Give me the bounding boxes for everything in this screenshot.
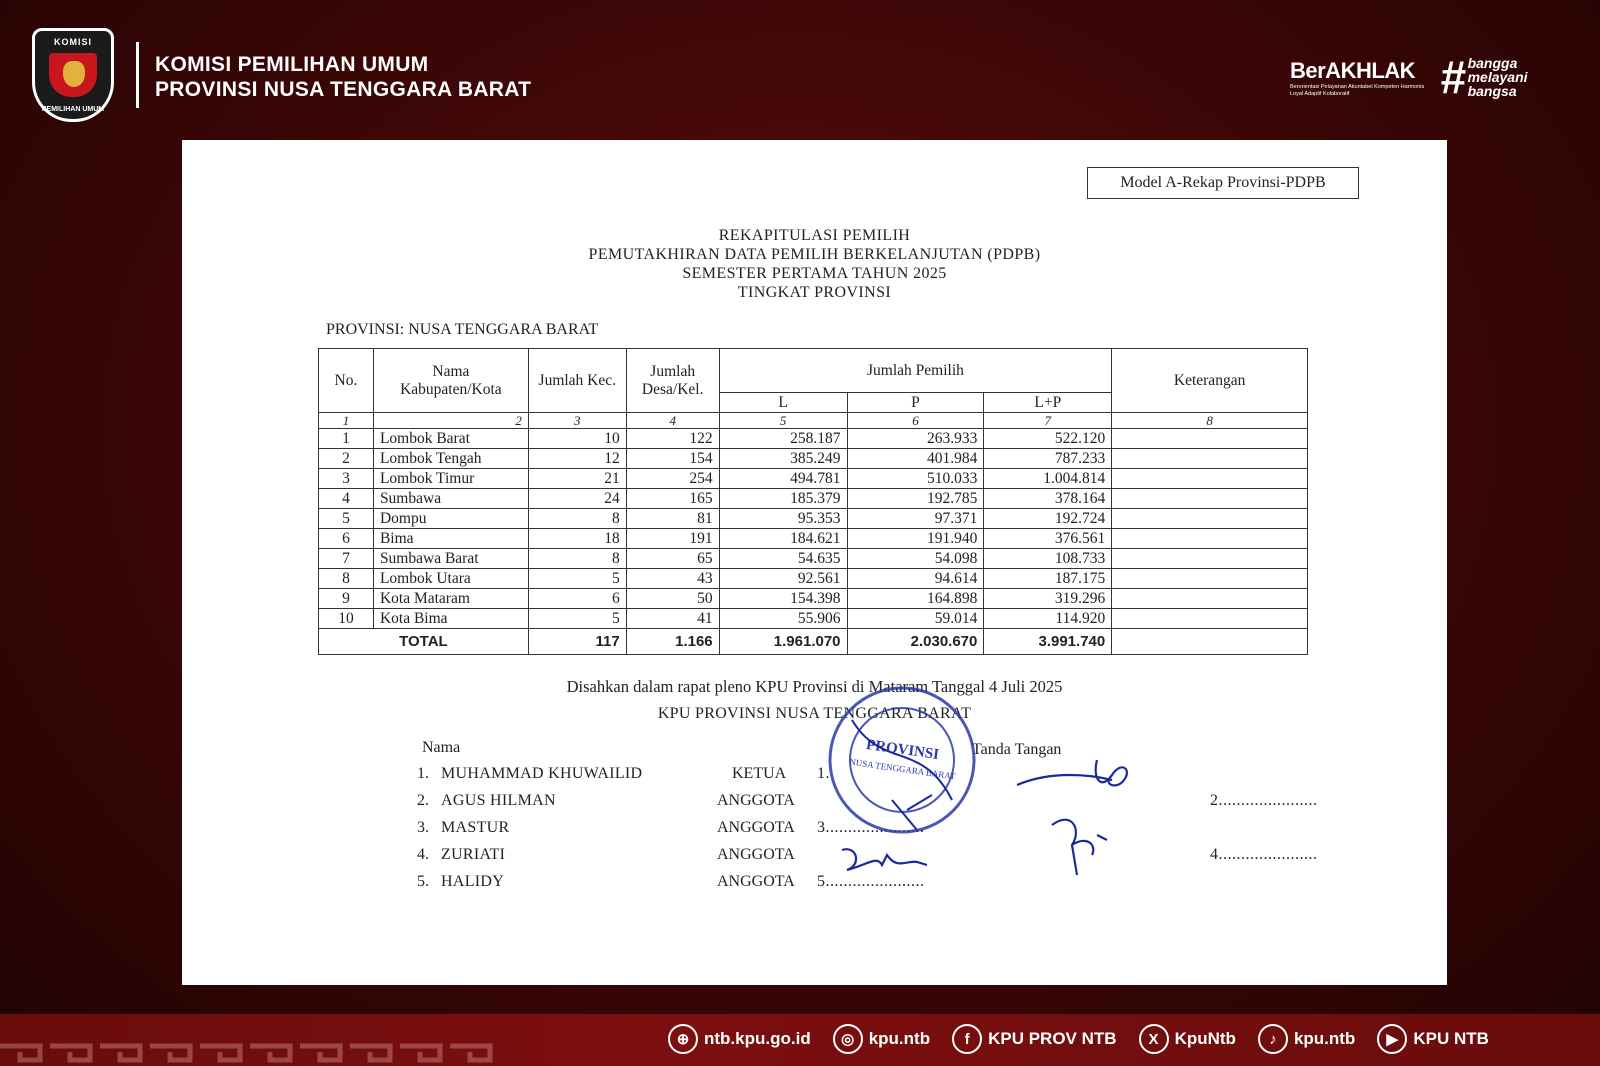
cell-keterangan	[1112, 509, 1308, 529]
garuda-icon	[63, 61, 85, 87]
cell-lp: 378.164	[984, 489, 1112, 509]
cell-l: 95.353	[719, 509, 847, 529]
cell-p: 164.898	[847, 589, 984, 609]
header-desa: Jumlah Desa/Kel.	[626, 349, 719, 413]
cell-l: 494.781	[719, 469, 847, 489]
cell-kec: 8	[528, 549, 626, 569]
cell-p: 59.014	[847, 609, 984, 629]
social-label: ntb.kpu.go.id	[704, 1029, 811, 1048]
page-footer	[0, 1014, 1600, 1066]
cell-nama: Bima	[373, 529, 528, 549]
header-jumlah-pemilih: Jumlah Pemilih	[719, 349, 1112, 393]
cell-lp: 187.175	[984, 569, 1112, 589]
pleno-statement: Disahkan dalam rapat pleno KPU Provinsi di Mataram Tanggal 4 Juli 2025	[566, 677, 1063, 696]
signer-name: ZURIATI	[441, 846, 506, 863]
cell-keterangan	[1112, 489, 1308, 509]
cell-p: 192.785	[847, 489, 984, 509]
svg-text:PROVINSI: PROVINSI	[865, 737, 940, 764]
table-row	[319, 429, 1308, 449]
instagram-icon: ◎	[833, 1024, 863, 1054]
cell-keterangan	[1112, 449, 1308, 469]
cell-l: 154.398	[719, 589, 847, 609]
globe-icon: ⊕	[668, 1024, 698, 1054]
signer-name: MUHAMMAD KHUWAILID	[441, 765, 643, 782]
cell-nama: Lombok Barat	[373, 429, 528, 449]
cell-no: 6	[319, 529, 374, 549]
total-keterangan	[1112, 629, 1308, 655]
cell-p: 54.098	[847, 549, 984, 569]
cell-kec: 24	[528, 489, 626, 509]
social-link-instagram[interactable]	[833, 1024, 930, 1054]
cell-p: 510.033	[847, 469, 984, 489]
signer-name: MASTUR	[441, 819, 510, 836]
signature-line: 5......................	[817, 873, 925, 890]
cell-kec: 5	[528, 609, 626, 629]
cell-keterangan	[1112, 589, 1308, 609]
cell-p: 401.984	[847, 449, 984, 469]
tiktok-icon: ♪	[1258, 1024, 1288, 1054]
scanned-document	[182, 140, 1447, 985]
cell-nama: Kota Bima	[373, 609, 528, 629]
header-l: L	[719, 393, 847, 413]
signer-name: AGUS HILMAN	[441, 792, 556, 809]
signature-line: 1.	[817, 765, 830, 782]
nama-heading: Nama	[422, 739, 461, 756]
cell-p: 263.933	[847, 429, 984, 449]
social-label: KPU NTB	[1413, 1029, 1489, 1048]
berakhlak-title: BerAKHLAK	[1290, 58, 1416, 83]
title-line-3: SEMESTER PERTAMA TAHUN 2025	[682, 265, 947, 282]
bangga-word-3: bangsa	[1467, 83, 1517, 99]
total-l: 1.961.070	[719, 629, 847, 655]
table-row	[319, 609, 1308, 629]
cell-l: 92.561	[719, 569, 847, 589]
cell-l: 258.187	[719, 429, 847, 449]
total-lp: 3.991.740	[984, 629, 1112, 655]
berakhlak-subtitle: Berorientasi Pelayanan Akuntabel Kompeten Harmonis Loyal Adaptif Kolaboratif	[1290, 84, 1425, 97]
cell-lp: 192.724	[984, 509, 1112, 529]
table-row	[319, 589, 1308, 609]
cell-desa: 191	[626, 529, 719, 549]
cell-no: 10	[319, 609, 374, 629]
cell-keterangan	[1112, 609, 1308, 629]
cell-p: 94.614	[847, 569, 984, 589]
facebook-icon: f	[952, 1024, 982, 1054]
cell-nama: Sumbawa	[373, 489, 528, 509]
signer-index: 5.	[417, 873, 429, 890]
cell-l: 54.635	[719, 549, 847, 569]
cell-lp: 319.296	[984, 589, 1112, 609]
cell-nama: Kota Mataram	[373, 589, 528, 609]
kpu-logo-top-text: KOMISI	[53, 37, 92, 47]
cell-no: 1	[319, 429, 374, 449]
kpu-logo	[32, 28, 114, 122]
signature-line: 3......................	[817, 819, 925, 836]
cell-keterangan	[1112, 549, 1308, 569]
signer-index: 3.	[417, 819, 429, 836]
cell-lp: 522.120	[984, 429, 1112, 449]
cell-nama: Sumbawa Barat	[373, 549, 528, 569]
cell-no: 2	[319, 449, 374, 469]
colnum: 8	[1112, 413, 1308, 429]
signer-index: 2.	[417, 792, 429, 809]
cell-p: 97.371	[847, 509, 984, 529]
signature-line: 4......................	[1210, 846, 1318, 863]
table-row	[319, 489, 1308, 509]
social-link-tiktok[interactable]	[1258, 1024, 1355, 1054]
bangga-word-1: bangga	[1467, 55, 1518, 71]
total-row	[319, 629, 1308, 655]
cell-lp: 376.561	[984, 529, 1112, 549]
cell-no: 4	[319, 489, 374, 509]
cell-lp: 1.004.814	[984, 469, 1112, 489]
cell-desa: 50	[626, 589, 719, 609]
cell-no: 5	[319, 509, 374, 529]
signer-role: ANGGOTA	[717, 873, 795, 890]
total-label: TOTAL	[319, 629, 529, 655]
colnum: 6	[847, 413, 984, 429]
signer-role: ANGGOTA	[717, 792, 795, 809]
title-line-2: PEMUTAKHIRAN DATA PEMILIH BERKELANJUTAN (PDPB)	[588, 246, 1041, 263]
cell-kec: 21	[528, 469, 626, 489]
total-p: 2.030.670	[847, 629, 984, 655]
colnum: 2	[373, 413, 528, 429]
title-line-1: REKAPITULASI PEMILIH	[718, 227, 911, 244]
bangga-melayani-logo	[1440, 51, 1528, 103]
rekap-table	[318, 348, 1308, 655]
table-row	[319, 529, 1308, 549]
signer-role: ANGGOTA	[717, 819, 795, 836]
cell-p: 191.940	[847, 529, 984, 549]
kpu-provinsi-label: KPU PROVINSI NUSA TENGGARA BARAT	[657, 705, 972, 722]
colnum: 4	[626, 413, 719, 429]
cell-keterangan	[1112, 529, 1308, 549]
signature-2	[1012, 750, 1142, 810]
social-link-x[interactable]	[1139, 1024, 1236, 1054]
total-kec: 117	[528, 629, 626, 655]
hashtag-icon: #	[1440, 51, 1466, 103]
signature-line: 2......................	[1210, 792, 1318, 809]
social-link-facebook[interactable]	[952, 1024, 1116, 1054]
total-desa: 1.166	[626, 629, 719, 655]
cell-desa: 41	[626, 609, 719, 629]
provinsi-label: PROVINSI: NUSA TENGGARA BARAT	[326, 321, 599, 338]
cell-kec: 10	[528, 429, 626, 449]
cell-desa: 165	[626, 489, 719, 509]
header-p: P	[847, 393, 984, 413]
cell-desa: 254	[626, 469, 719, 489]
title-line-4: TINGKAT PROVINSI	[737, 284, 892, 301]
official-stamp	[822, 680, 982, 840]
signer-role: KETUA	[732, 765, 787, 782]
header-divider	[136, 42, 139, 108]
social-label: kpu.ntb	[1293, 1029, 1356, 1048]
cell-kec: 6	[528, 589, 626, 609]
social-links	[668, 1024, 1511, 1054]
table-row	[319, 549, 1308, 569]
column-number-row	[319, 413, 1308, 429]
cell-lp: 787.233	[984, 449, 1112, 469]
svg-text:NUSA TENGGARA BARAT: NUSA TENGGARA BARAT	[848, 756, 957, 782]
page-header	[0, 0, 1600, 140]
org-line-1: KOMISI PEMILIHAN UMUM	[155, 53, 429, 76]
model-label: Model A-Rekap Provinsi-PDPB	[1087, 167, 1359, 199]
bangga-word-2: melayani	[1467, 69, 1528, 85]
cell-l: 55.906	[719, 609, 847, 629]
signature-5	[837, 840, 937, 880]
cell-no: 7	[319, 549, 374, 569]
social-label: KpuNtb	[1174, 1029, 1236, 1048]
header-keterangan: Keterangan	[1112, 349, 1308, 413]
signature-4	[1042, 805, 1132, 880]
header-lp: L+P	[984, 393, 1112, 413]
youtube-icon: ▶	[1377, 1024, 1407, 1054]
organization-name	[155, 52, 531, 102]
cell-kec: 12	[528, 449, 626, 469]
cell-l: 184.621	[719, 529, 847, 549]
document-title	[182, 226, 1447, 302]
cell-nama: Lombok Utara	[373, 569, 528, 589]
cell-desa: 81	[626, 509, 719, 529]
social-label: kpu.ntb	[868, 1029, 931, 1048]
cell-desa: 122	[626, 429, 719, 449]
footer-pattern	[0, 1040, 520, 1066]
cell-desa: 43	[626, 569, 719, 589]
org-line-2: PROVINSI NUSA TENGGARA BARAT	[155, 78, 532, 101]
cell-nama: Lombok Tengah	[373, 449, 528, 469]
social-link-youtube[interactable]	[1377, 1024, 1489, 1054]
social-label: KPU PROV NTB	[988, 1029, 1117, 1048]
cell-nama: Lombok Timur	[373, 469, 528, 489]
kpu-logo-bottom-text: PEMILIHAN UMUM	[41, 106, 105, 113]
header-kec: Jumlah Kec.	[528, 349, 626, 413]
cell-desa: 65	[626, 549, 719, 569]
cell-desa: 154	[626, 449, 719, 469]
colnum: 1	[319, 413, 374, 429]
header-no: No.	[319, 349, 374, 413]
x-icon: X	[1139, 1024, 1169, 1054]
cell-lp: 108.733	[984, 549, 1112, 569]
cell-no: 9	[319, 589, 374, 609]
colnum: 3	[528, 413, 626, 429]
signer-index: 1.	[417, 765, 429, 782]
cell-keterangan	[1112, 429, 1308, 449]
signer-name: HALIDY	[441, 873, 505, 890]
signer-index: 4.	[417, 846, 429, 863]
cell-l: 185.379	[719, 489, 847, 509]
cell-l: 385.249	[719, 449, 847, 469]
tanda-tangan-heading: Tanda Tangan	[972, 741, 1062, 758]
table-row	[319, 509, 1308, 529]
cell-keterangan	[1112, 569, 1308, 589]
cell-kec: 8	[528, 509, 626, 529]
colnum: 7	[984, 413, 1112, 429]
header-nama: Nama Kabupaten/Kota	[373, 349, 528, 413]
cell-nama: Dompu	[373, 509, 528, 529]
cell-kec: 5	[528, 569, 626, 589]
signer-role: ANGGOTA	[717, 846, 795, 863]
table-row	[319, 569, 1308, 589]
berakhlak-logo	[1290, 58, 1430, 98]
cell-no: 8	[319, 569, 374, 589]
cell-keterangan	[1112, 469, 1308, 489]
colnum: 5	[719, 413, 847, 429]
table-row	[319, 469, 1308, 489]
table-row	[319, 449, 1308, 469]
cell-lp: 114.920	[984, 609, 1112, 629]
cell-no: 3	[319, 469, 374, 489]
social-link-website[interactable]	[668, 1024, 811, 1054]
cell-kec: 18	[528, 529, 626, 549]
